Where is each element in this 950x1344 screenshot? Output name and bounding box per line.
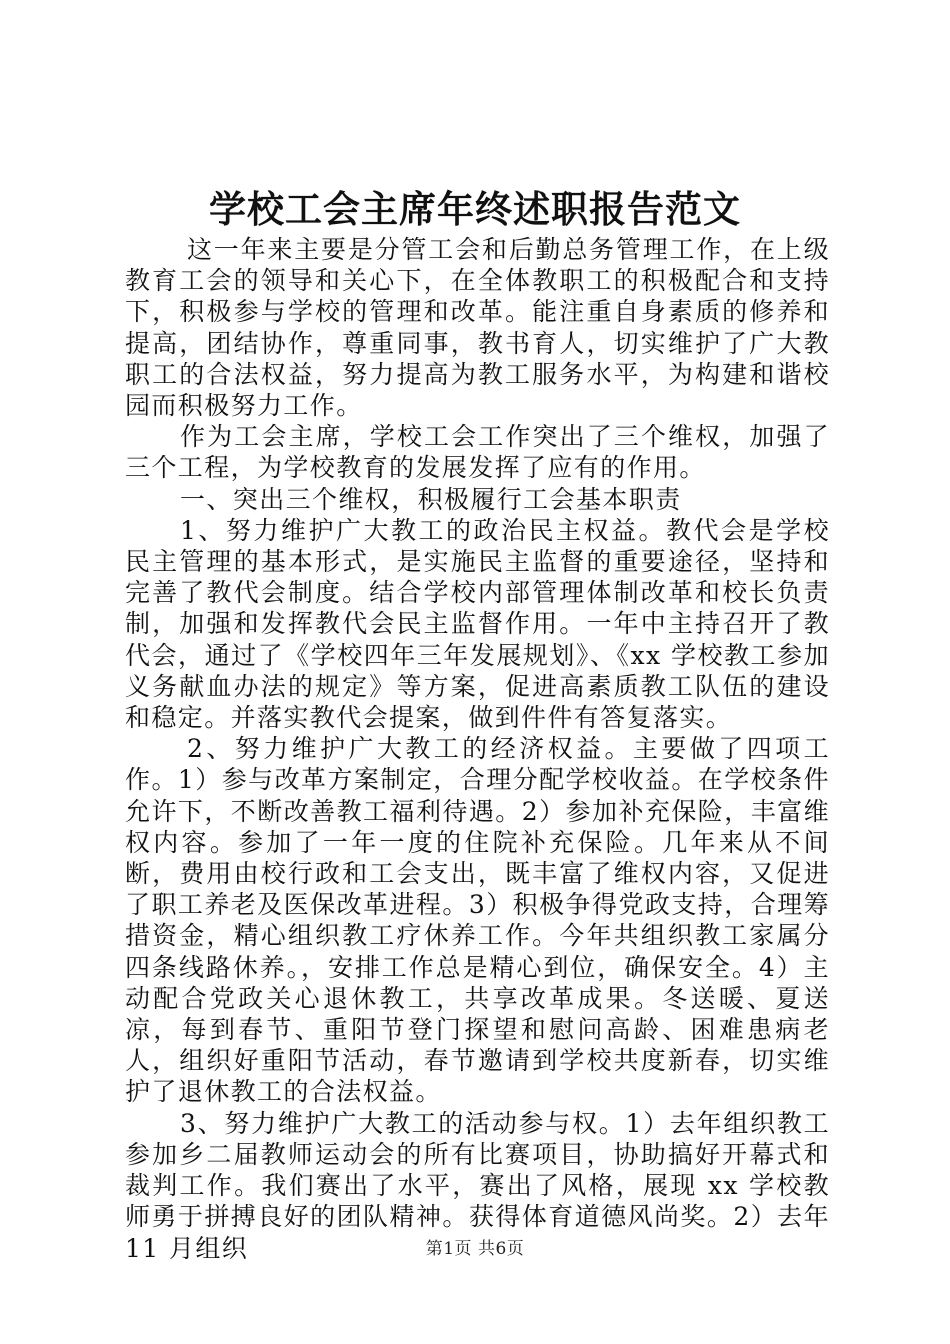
document-title: 学校工会主席年终述职报告范文 xyxy=(209,187,741,231)
paragraph-political-rights: 1、努力维护广大教工的政治民主权益。教代会是学校民主管理的基本形式，是实施民主监督的重要途径，坚持和完善了教代会制度。结合学校内部管理体制改革和校长负责制，加强和发挥教代会民主监督作用。一年中主持召开了教代会，通过了《学校四年三年发展规划》、《xx 学校教工参加义务献血办法的规定》等方案，促进高素质教工队伍的建设和稳定。并落实教代会提案，做到件件有答复落实。 xyxy=(125,515,830,733)
paragraph-intro: 这一年来主要是分管工会和后勤总务管理工作，在上级教育工会的领导和关心下，在全体教职工的积极配合和支持下，积极参与学校的管理和改革。能注重自身素质的修养和提高，团结协作，尊重同事，教书育人，切实维护了广大教职工的合法权益，努力提高为教工服务水平，为构建和谐校园而积极努力工作。 xyxy=(125,235,830,421)
section-heading-1: 一、突出三个维权，积极履行工会基本职责 xyxy=(180,484,682,514)
paragraph-economic-rights: 2、努力维护广大教工的经济权益。主要做了四项工作。1）参与改革方案制定，合理分配学校收益。在学校条件允许下，不断改善教工福利待遇。2）参加补充保险，丰富维权内容。参加了一年一度的住院补充保险。几年来从不间断，费用由校行政和工会支出，既丰富了维权内容，又促进了职工养老及医保改革进程。3）积极争得党政支持，合理筹措资金，精心组织教工疗休养工作。今年共组织教工家属分四条线路休养。，安排工作总是精心到位，确保安全。4）主动配合党政关心退休教工，共享改革成果。冬送暖、夏送凉，每到春节、重阳节登门探望和慰问高龄、困难患病老人，组织好重阳节活动，春节邀请到学校共度新春，切实维护了退休教工的合法权益。 xyxy=(125,734,830,1107)
page-footer: 第1页 共6页 xyxy=(425,1239,525,1259)
paragraph-summary: 作为工会主席，学校工会工作突出了三个维权，加强了三个工程，为学校教育的发展发挥了应有的作用。 xyxy=(125,422,830,483)
document-body xyxy=(125,234,830,1264)
paragraph-activity-rights: 3、努力维护广大教工的活动参与权。1）去年组织教工参加乡二届教师运动会的所有比赛项目，协助搞好开幕式和裁判工作。我们赛出了水平，赛出了风格，展现 xx 学校教师勇于拼搏良好的团队精神。获得体育道德风尚奖。2）去年 11 月组织 xyxy=(125,1108,830,1263)
